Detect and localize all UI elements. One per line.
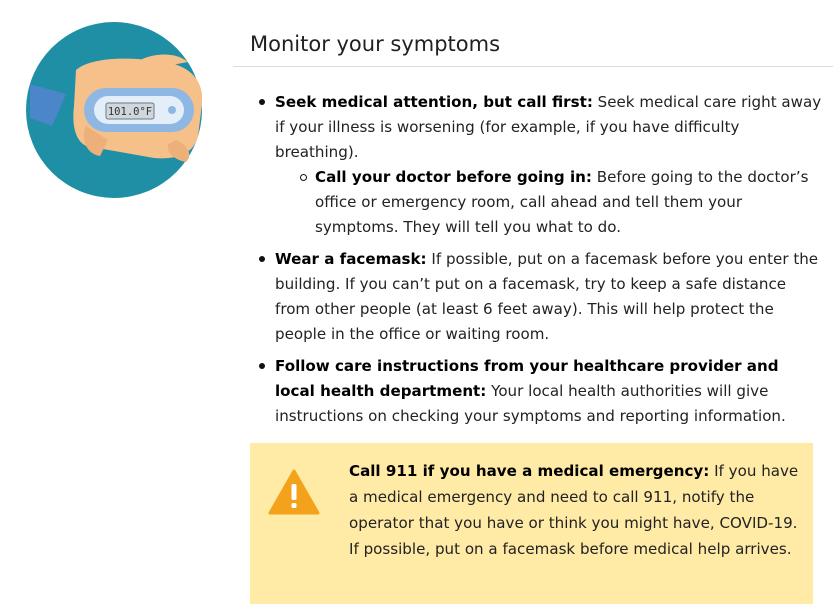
symptoms-list xyxy=(273,90,823,436)
alert-label: Call 911 if you have a medical emergency: xyxy=(349,462,710,480)
alert-body: If you have a medical emergency and need to call 911, notify the operator that you have or think you might have, COVID-19. If possible, put on a facemask before medical help arrives. xyxy=(349,462,799,558)
main-content xyxy=(233,26,833,558)
thermometer-button xyxy=(168,106,176,114)
item-label: Wear a facemask: xyxy=(275,250,427,268)
alert-text xyxy=(349,458,799,562)
item-label: Follow care instructions from your healthcare provider and local health department: xyxy=(275,357,779,400)
emergency-alert xyxy=(250,443,813,604)
list-item xyxy=(273,247,823,347)
list-item xyxy=(273,354,823,429)
sub-list-item xyxy=(315,165,823,240)
sub-item-text: Before going to the doctor’s office or emergency room, call ahead and tell them your symptoms. They will tell you what to do. xyxy=(315,168,809,236)
warning-icon xyxy=(268,469,320,515)
item-label: Seek medical attention, but call first: xyxy=(275,93,593,111)
sub-item-label: Call your doctor before going in: xyxy=(315,168,592,186)
item-text: If possible, put on a facemask before you enter the building. If you can’t put on a facemask, try to keep a safe distance from other people (at least 6 feet away). This will help protect the people in the office or waiting room. xyxy=(275,250,819,343)
list-item xyxy=(273,90,823,240)
thermometer-reading: 101.0°F xyxy=(107,106,153,118)
section-title: Monitor your symptoms xyxy=(233,26,833,67)
thermometer-hand-illustration xyxy=(26,22,202,198)
sub-list xyxy=(275,165,823,240)
item-text: Seek medical care right away if your illness is worsening (for example, if you have difficulty breathing). xyxy=(275,93,822,161)
item-text: Your local health authorities will give instructions on checking your symptoms and reporting information. xyxy=(275,382,786,425)
